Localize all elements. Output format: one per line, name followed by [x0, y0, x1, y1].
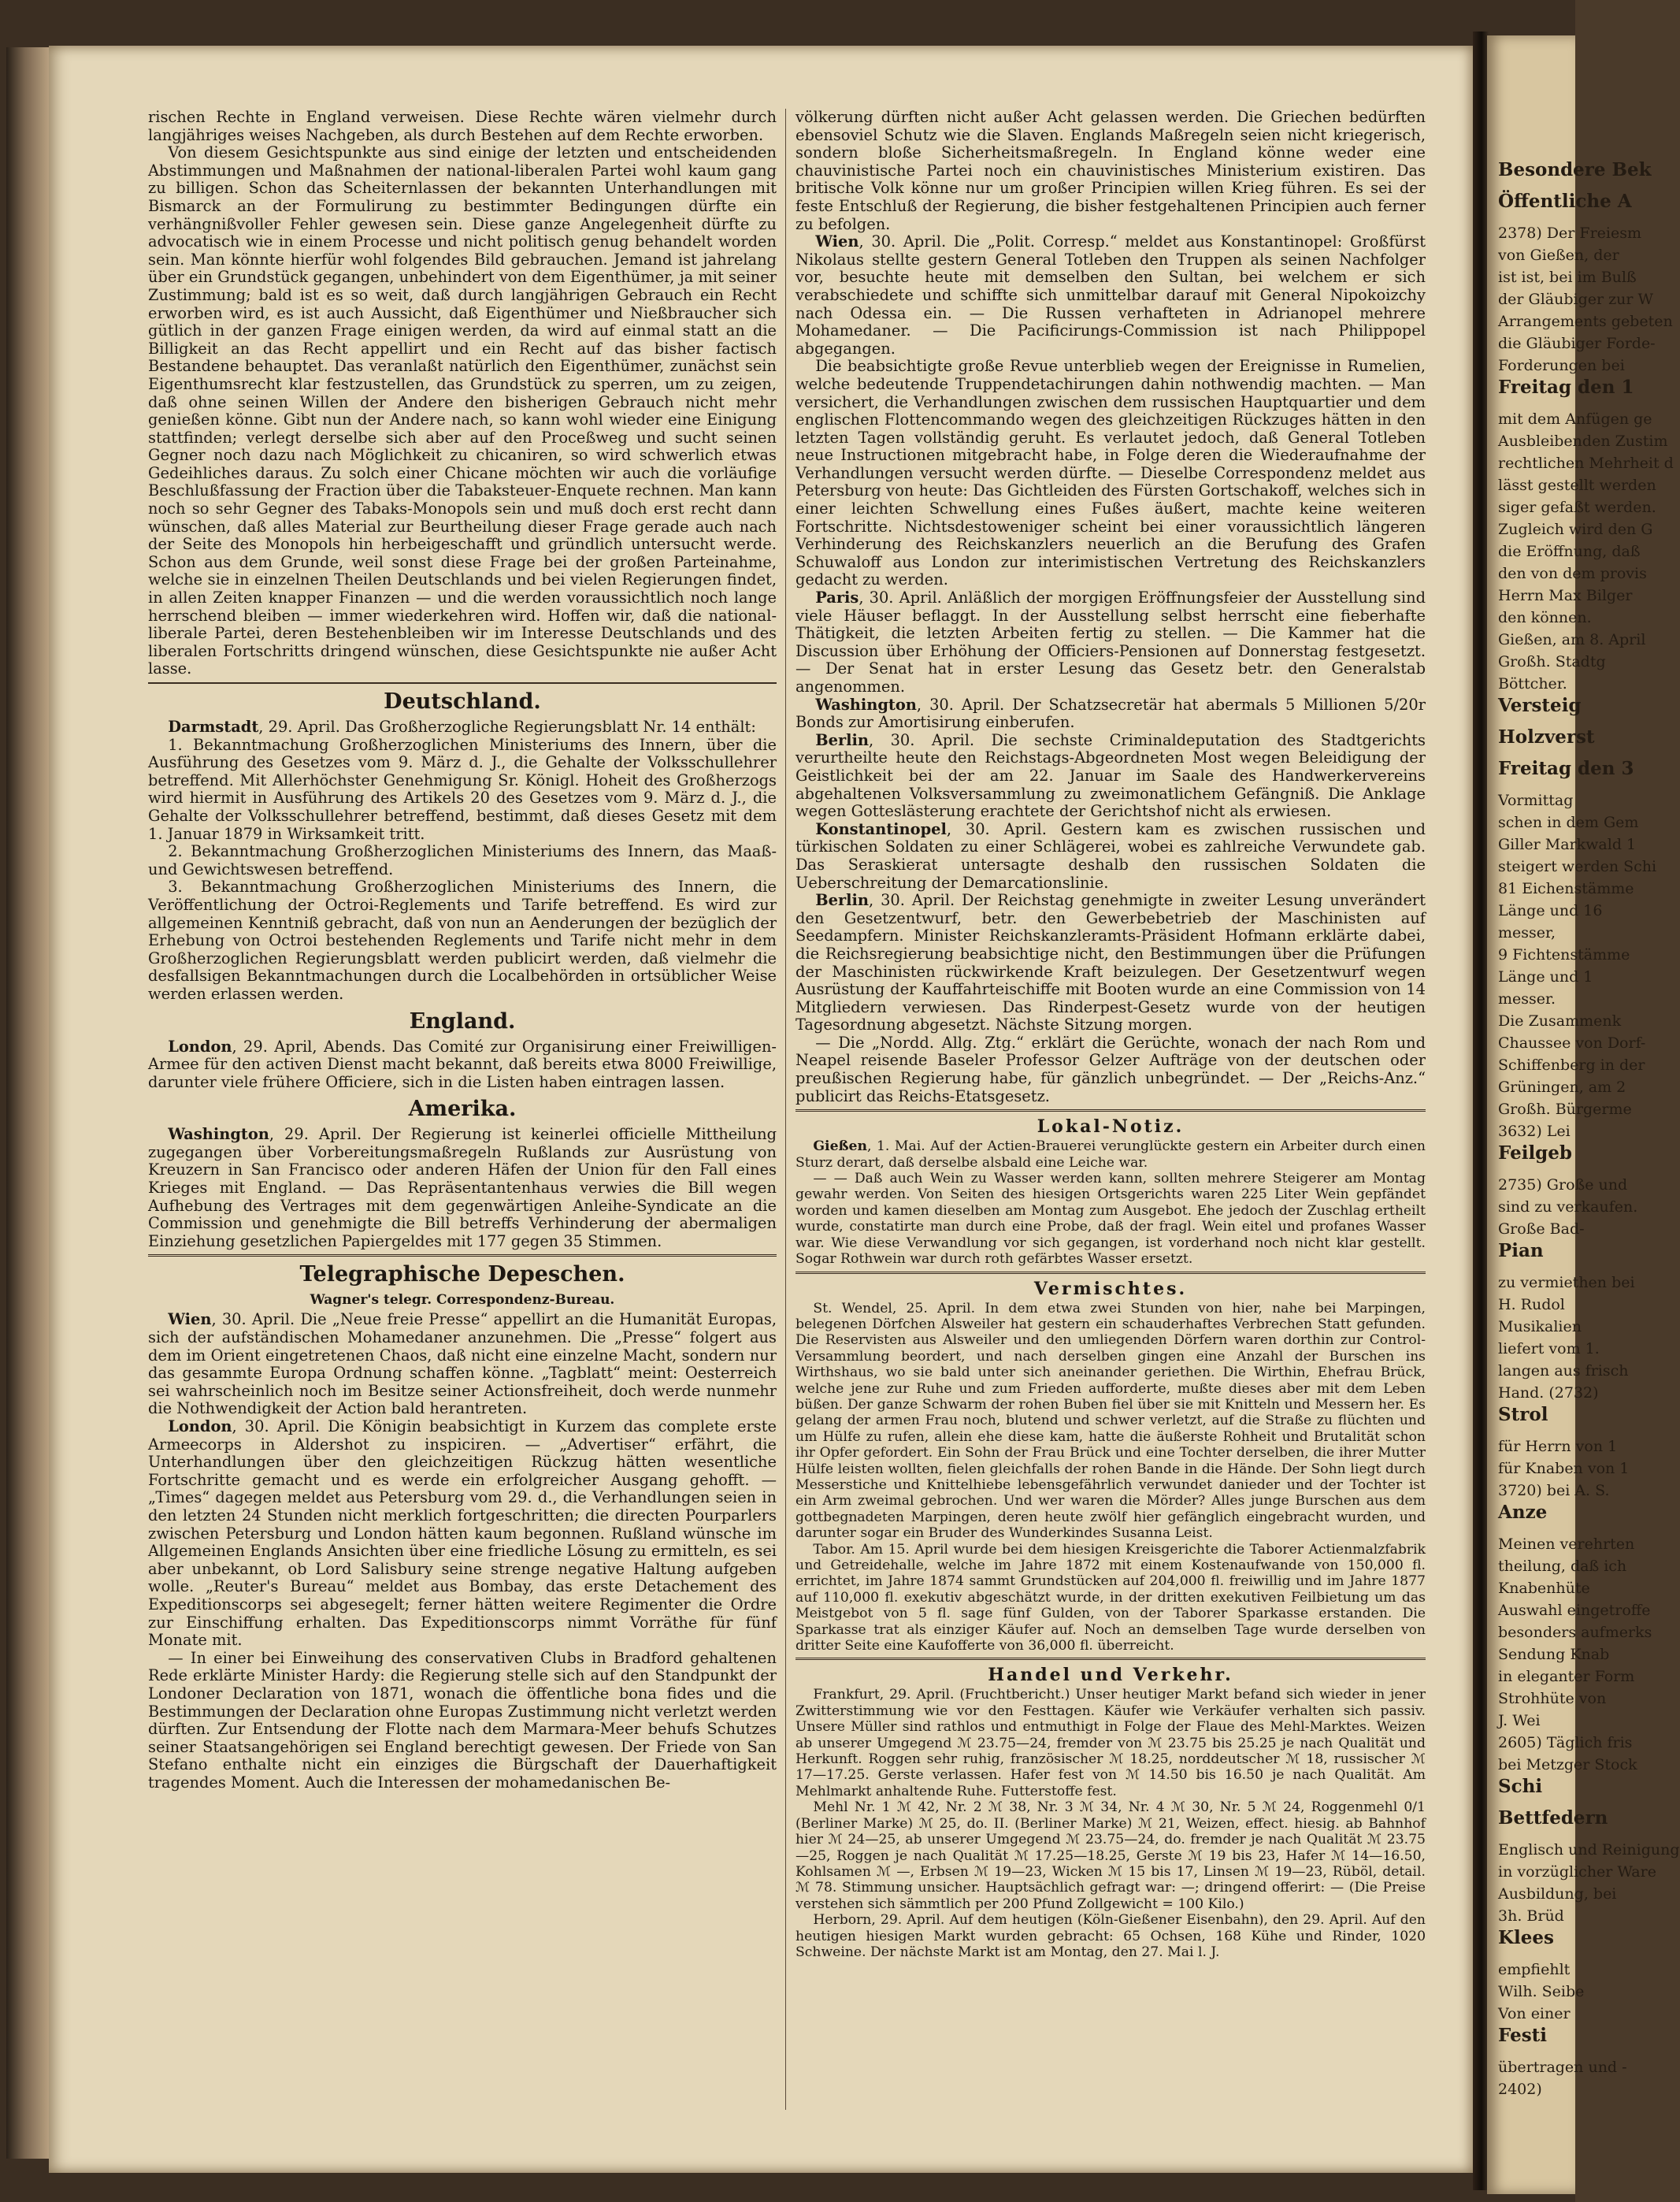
next-page-fragment: Strol	[1498, 1404, 1548, 1425]
next-page-fragment: Chaussee von Dorf-	[1498, 1034, 1646, 1052]
dateline-london: London	[168, 1417, 232, 1435]
left-column	[148, 109, 777, 1792]
next-page-fragment: sind zu verkaufen.	[1498, 1198, 1638, 1216]
heading-lokal-notiz: Lokal-Notiz.	[1037, 1116, 1185, 1138]
dispatch-text: , 30. April. Die „Polit. Corresp.“ meldet aus Konstantinopel: Großfürst Nikolaus stellte gestern General Totleben den Truppen als seinen Nachfolger vor, besuchte heute mit demselben den Sultan, bei welchem er sich verabschiedete und schiffte sich unmittelbar darauf mit General Nipokoizchy nach Odessa ein. — Die Russen verhafteten in Adrianopel mehrere Mohamedaner. — Die Pacificirungs-Commission ist nach Philippopel abgegangen.	[795, 232, 1426, 358]
next-page-fragment: Arrangements gebeten	[1498, 313, 1673, 330]
next-page-fragment: Musikalien	[1498, 1318, 1582, 1335]
next-page-fragment: Wilh. Seibe	[1498, 1983, 1585, 2000]
next-page-fragment: Böttcher.	[1498, 675, 1567, 693]
dispatch-text: , 30. April. Anläßlich der morgigen Eröffnungsfeier der Ausstellung sind viele Häuser beflaggt. In der Ausstellung selbst herrscht eine fieberhafte Thätigkeit, die letzten Arbeiten fertig zu stellen. — Die Kammer hat die Discussion über Erhöhung der Officiers-Pensionen auf Donnerstag festgesetzt. — Der Senat hat in erster Lesung das Gesetz betr. den Generalstab angenommen.	[795, 589, 1426, 696]
next-page-fragment: in vorzüglicher Ware	[1498, 1863, 1656, 1881]
heading-amerika: Amerika.	[408, 1097, 517, 1122]
next-page-fragment: Knabenhüte	[1498, 1580, 1590, 1597]
next-page-fragment: Sendung Knab	[1498, 1646, 1610, 1663]
next-page-fragment: von Gießen, der	[1498, 247, 1619, 264]
next-page-fragment: Hand. (2732)	[1498, 1384, 1599, 1402]
next-page-fragment: langen aus frisch	[1498, 1362, 1629, 1379]
heading-telegraphische-depeschen: Telegraphische Depeschen.	[299, 1262, 625, 1287]
dateline-london: London	[168, 1037, 232, 1056]
handel-item: Mehl Nr. 1 ℳ 42, Nr. 2 ℳ 38, Nr. 3 ℳ 34, Nr. 4 ℳ 30, Nr. 5 ℳ 24, Roggenmehl 0/1 (Berliner Marke) ℳ 25, do. II. (Berliner Marke) ℳ 21, Weizen, effect. hiesig. ab Bahnhof hier ℳ 24—25, ab unserer Umgegend ℳ 23.75—24, do. fremder je nach Qualität ℳ 23.75—25, Roggen je nach Qualität ℳ 17.25—18.25, Gerste ℳ 19 bis 23, Hafer ℳ 14—16.50, Kohlsamen ℳ —, Erbsen ℳ 19—23, Wicken ℳ 15 bis 17, Linsen ℳ 19—23, Rüböl, detail. ℳ 78. Stimmung unsicher. Hauptsächlich gefragt war: —; dringend offerirt: — (Die Preise verstehen sich sämmtlich per 200 Pfund Zollgewicht = 100 Kilo.)	[795, 1799, 1426, 1912]
next-page-fragment: ist ist, bei im Bulß	[1498, 269, 1637, 286]
next-page-fragment: für Herrn von 1	[1498, 1438, 1618, 1455]
next-page-fragment: Englisch und Reinigung	[1498, 1841, 1680, 1859]
next-page-fragment: 3720) bei A. S.	[1498, 1482, 1610, 1499]
next-page-fragment: siger gefaßt werden.	[1498, 499, 1656, 516]
next-page-fragment: Anze	[1498, 1502, 1548, 1523]
next-page-fragment: empfiehlt	[1498, 1961, 1571, 1978]
dateline-washington: Washington	[168, 1125, 269, 1144]
next-page-fragment: Bettfedern	[1498, 1807, 1608, 1829]
next-page-fragment: Herrn Max Bilger	[1498, 587, 1633, 604]
next-page-fragment: Länge und 1	[1498, 968, 1593, 986]
next-page-fragment: die Gläubiger Forde-	[1498, 335, 1656, 352]
dateline-konstantinopel: Konstantinopel	[815, 819, 947, 838]
section-rule	[795, 1109, 1426, 1112]
next-page-fragment: Klees	[1498, 1927, 1554, 1948]
dateline-berlin: Berlin	[815, 730, 869, 749]
next-page-fragment: Großh. Stadtg	[1498, 653, 1606, 670]
lokal-text-2: — — Daß auch Wein zu Wasser werden kann, sollten mehrere Steigerer am Montag gewahr werden. Von Seiten des hiesigen Ortsgerichts waren 225 Liter Wein gepfändet worden und kamen dieselben am Montag zum Ausgebot. Ehe jedoch der Zuschlag ertheilt wurde, constatirte man durch eine Probe, daß der fragl. Wein eitel und profanes Wasser war. Wie diese Verwandlung vor sich gegangen, ist vorderhand noch nicht klar gestellt. Sogar Rothwein war durch roth gefärbtes Wasser ersetzt.	[795, 1171, 1426, 1268]
next-page-fragment: lässt gestellt werden	[1498, 477, 1656, 494]
next-page-fragment: 9 Fichtenstämme	[1498, 946, 1630, 964]
next-page-fragment: Feilgeb	[1498, 1142, 1572, 1164]
book-spine	[1473, 32, 1489, 2190]
next-page-fragment: Festi	[1498, 2025, 1548, 2046]
next-page-fragment: Großh. Bürgerme	[1498, 1101, 1632, 1118]
next-page-fragment: Versteig	[1498, 695, 1582, 716]
next-page-fragment: theilung, daß ich	[1498, 1558, 1627, 1575]
next-page-fragment: Auswahl eingetroffe	[1498, 1602, 1651, 1619]
next-page-fragment: den von dem provis	[1498, 565, 1647, 582]
next-page-fragment: Pian	[1498, 1240, 1544, 1261]
next-page-fragment: Holzverst	[1498, 726, 1595, 748]
handel-item: Herborn, 29. April. Auf dem heutigen (Köln-Gießener Eisenbahn), den 29. April. Auf den heutigen hiesigen Markt wurden gebracht: 65 Ochsen, 168 Kühe und Rinder, 1020 Schweine. Der nächste Markt ist am Montag, den 27. Mai l. J.	[795, 1912, 1426, 1960]
next-page-fragment: 2605) Täglich fris	[1498, 1734, 1633, 1751]
lokal-text: , 1. Mai. Auf der Actien-Brauerei verunglückte gestern ein Arbeiter durch einen Sturz derart, daß derselbe alsbald eine Leiche war.	[795, 1138, 1426, 1171]
subheading-correspondenz-bureau: Wagner's telegr. Correspondenz-Bureau.	[310, 1292, 615, 1309]
dateline-wien: Wien	[815, 232, 859, 251]
dispatch-text: , 30. April. Die sechste Criminaldeputation des Stadtgerichts verurtheilte heute den Reichstags-Abgeordneten Most wegen Beleidigung der Geistlichkeit bei der am 22. Januar im Saale des Handwerkervereins abgehaltenen Volksversammlung zu zweimonatlichem Gefängniß. Die Anklage wegen Gotteslästerung erachtete der Gerichtshof nicht als erwiesen.	[795, 730, 1426, 821]
next-page-fragment: 81 Eichenstämme	[1498, 880, 1634, 897]
next-page-fragment: messer,	[1498, 924, 1556, 941]
next-page-fragment: für Knaben von 1	[1498, 1460, 1630, 1477]
dateline-wien: Wien	[168, 1310, 212, 1329]
telegram-text: , 30. April. Die Königin beabsichtigt in Kurzem das complete erste Armeecorps in Aldershot zu inspiciren. — „Advertiser“ erfährt, die Unterhandlungen über den gleichzeitigen Rückzug hätten wesentliche Fortschritte gemacht und es werde ein erfolgreicher Ausgang gehofft. — „Times“ dagegen meldet aus Petersburg vom 29. d., die Verhandlungen seien in den letzten 24 Stunden nicht merklich fortgeschritten; die directen Pourparlers zwischen Petersburg und London hätten kaum begonnen. Rußland wünsche im Allgemeinen Englands Ansichten über eine friedliche Lösung zu ermitteln, es sei aber unbekannt, ob Lord Salisbury seine strenge negative Haltung aufgeben wolle. „Reuter's Bureau“ meldet aus Bombay, das erste Detachement des Expeditionscorps sei abgesegelt; ferner hätten weitere Regimenter die Ordre zur Einschiffung erhalten. Das Expeditionscorps nimmt Vorräthe für fünf Monate mit.	[148, 1417, 777, 1650]
heading-england: England.	[409, 1008, 516, 1034]
next-page-fragment: Forderungen bei	[1498, 357, 1625, 374]
next-page-fragment: 3h. Brüd	[1498, 1907, 1564, 1925]
next-page-fragment: Die Zusammenk	[1498, 1012, 1622, 1030]
heading-deutschland: Deutschland.	[384, 689, 541, 714]
next-page-fragment: Zugleich wird den G	[1498, 521, 1653, 538]
darmstadt-lead: , 29. April. Das Großherzogliche Regierungsblatt Nr. 14 enthält:	[258, 718, 756, 736]
next-page-fragment: H. Rudol	[1498, 1296, 1565, 1313]
dispatch-text: , 30. April. Gestern kam es zwischen russischen und türkischen Soldaten zu einer Schlägerei, wobei es zahlreiche Verwundete gab. Das Seraskierat untersagte deshalb den russischen Soldaten die Ueberschreitung der Demarcationslinie.	[795, 819, 1426, 892]
intro-paragraph-1: rischen Rechte in England verweisen. Diese Rechte wären vielmehr durch langjähriges weises Nachgeben, als durch Bestehen auf dem Rechte erworben.	[148, 108, 777, 144]
vermischtes-item: Tabor. Am 15. April wurde bei dem hiesigen Kreisgerichte die Taborer Actienmalzfabrik und Getreidehalle, welche im Jahre 1872 mit einem Kostenaufwande von 150,000 fl. errichtet, im Jahre 1874 sammt Grundstücken auf 204,000 fl. freiwillig und im Jahre 1877 auf 110,000 fl. exekutiv abgeschätzt wurde, in der dritten exekutiven Feilbietung um das Meistgebot von 5 fl. sage fünf Gulden, von der Taborer Sparkasse erstanden. Die Sparkasse trat als einziger Käufer auf. Noch an demselben Tage wurde derselben von dritter Seite eine Kaufofferte von 36,000 fl. überreicht.	[795, 1541, 1426, 1654]
book-left-edge	[6, 47, 54, 2159]
dateline-giessen: Gießen	[813, 1138, 867, 1155]
amerika-text: , 29. April. Der Regierung ist keinerlei officielle Mittheilung zugegangen über Vorbereitungsmaßregeln Rußlands zur Ausrüstung von Kreuzern in San Francisco oder anderen Häfen der Union für den Fall eines Krieges mit England. — Das Repräsentantenhaus verwies die Bill wegen Aufhebung des Vertrages mit dem gegenwärtigen Anleihe-Syndicate an die Commission und genehmigte die Bill betreffs Verhinderung der abermaligen Einziehung gesetzlichen Papiergeldes mit 177 gegen 35 Stimmen.	[148, 1125, 777, 1250]
next-page-fragment: 2378) Der Freiesm	[1498, 225, 1642, 242]
dateline-darmstadt: Darmstadt	[168, 718, 259, 736]
darmstadt-item-3: 3. Bekanntmachung Großherzoglichen Ministeriums des Innern, die Veröffentlichung der Octroi-Reglements und Tarife betreffend. Es wird zur allgemeinen Kenntniß gebracht, daß von nun an Aenderungen der bezüglich der Erhebung von Octroi bestehenden Reglements und Tarife nicht mehr in dem Großherzoglichen Regierungsblatt werden publicirt werden, daß vielmehr die desfallsigen Bekanntmachungen durch die Localbehörden in ortsüblicher Weise werden erlassen werden.	[148, 878, 777, 1003]
next-page-fragment: Öffentliche A	[1498, 191, 1632, 212]
vermischtes-item: St. Wendel, 25. April. In dem etwa zwei Stunden von hier, nahe bei Marpingen, belegenen Dörfchen Alsweiler hat gestern ein schauderhaftes Verbrechen Statt gefunden. Die Reservisten aus Alsweiler und den umliegenden Dörfern waren dorthin zur Control-Versammlung beordert, und nach derselben gingen eine Anzahl der Burschen ins Wirthshaus, wo sie bald unter sich aneinander geriethen. Die Wirthin, Ehefrau Brück, welche jene zur Ruhe und zum Frieden aufforderte, mußte dieses aber mit dem Leben büßen. Der ganze Schwarm der rohen Buben fiel über sie mit Knitteln und Messern her. Es gelang der armen Frau noch, blutend und schwer verletzt, auf die Straße zu flüchten und um Hülfe zu rufen, allein ehe diese kam, hatte die äußerste Rohheit und Brutalität schon ihr Opfer gefordert. Ein Sohn der Frau Brück und eine Tochter derselben, die ihrer Mutter Hülfe leisten wollten, fielen gleichfalls der rohen Bande in die Hände. Der Sohn liegt durch Messerstiche und Knittelhiebe lebensgefährlich verwundet danieder und der Tochter ist ein Arm zweimal gebrochen. Und wer waren die Mörder? Alles junge Burschen aus dem gottbegnadeten Marpingen, deren heute zwölf hier gefänglich eingebracht wurden, und darunter sogar ein Bruder des Wunderkindes Susanna Leist.	[795, 1300, 1426, 1542]
heading-handel-und-verkehr: Handel und Verkehr.	[988, 1665, 1233, 1686]
next-page-fragment: die Eröffnung, daß	[1498, 543, 1641, 560]
next-page-fragment: steigert werden Schi	[1498, 858, 1657, 875]
next-page-fragment: Grüningen, am 2	[1498, 1079, 1626, 1096]
next-page-fragment: Große Bad-	[1498, 1220, 1585, 1238]
next-page-fragment: Von einer	[1498, 2005, 1571, 2022]
section-rule	[795, 1272, 1426, 1274]
darmstadt-item-2: 2. Bekanntmachung Großherzoglichen Ministeriums des Innern, das Maaß- und Gewichtswesen betreffend.	[148, 842, 777, 878]
next-page-fragment: besonders aufmerks	[1498, 1624, 1652, 1641]
next-page-fragment: Besondere Bek	[1498, 159, 1652, 180]
handel-item: Frankfurt, 29. April. (Fruchtbericht.) Unser heutiger Markt befand sich wieder in jener Zwitterstimmung wie vor den Festtagen. Käufer wie Verkäufer verhalten sich passiv. Unsere Müller sind rathlos und entmuthigt in Folge der Flaue des Mehl-Marktes. Weizen ab unserer Umgegend ℳ 23.75—24, fremder von ℳ 23.75 bis 25.25 je nach Qualität und Herkunft. Roggen sehr ruhig, französischer ℳ 18.25, norddeutscher ℳ 18, russischer ℳ 17—17.25. Gerste verlassen. Hafer fest von ℳ 14.50 bis 16.50 je nach Qualität. Am Mehlmarkt anhaltende Ruhe. Futterstoffe fest.	[795, 1687, 1426, 1799]
section-rule	[148, 682, 777, 684]
next-page-fragment: Freitag den 1	[1498, 377, 1634, 398]
next-page-fragment: rechtlichen Mehrheit d	[1498, 455, 1674, 472]
next-page-fragment: messer.	[1498, 990, 1556, 1008]
continuation-paragraph: völkerung dürften nicht außer Acht gelassen werden. Die Griechen bedürften ebensoviel Schutz wie die Slaven. Englands Maßregeln seien nicht kriegerisch, sondern bloße Sicherheitsmaßregeln. In England könne weder eine chauvinistische Partei noch ein chauvinistisches Ministerium existiren. Das britische Volk könne nur um großer Principien willen Krieg führen. Es sei der feste Entschluß der Regierung, die bisher festgehaltenen Principien auch ferner zu befolgen.	[795, 108, 1426, 233]
next-page-fragment: bei Metzger Stock	[1498, 1756, 1637, 1773]
next-page-fragment: J. Wei	[1498, 1712, 1541, 1729]
right-column	[795, 109, 1426, 1960]
intro-paragraph-2: Von diesem Gesichtspunkte aus sind einige der letzten und entscheidenden Abstimmungen und Maßnahmen der national-liberalen Partei wohl kaum gang zu billigen. Schon das Scheiternlassen der bekannten Unterhandlungen mit Bismarck an der Formulirung zu bestimmter Bedingungen dürfte ein verhängnißvoller Fehler gewesen sein. Diese ganze Angelegenheit dürfte zu advocatisch wie in einem Processe und nicht politisch genug behandelt worden sein. Man könnte hierfür wohl folgendes Bild gebrauchen. Jemand ist jahrelang über ein Grundstück gegangen, unbehindert von dem Eigenthümer, ja mit seiner Zustimmung; bald ist es so weit, daß durch langjährigen Gebrauch ein Recht erworben wird, es ist auch Aussicht, daß Eigenthümer und Nießbraucher sich gütlich in der ganzen Frage einigen werden, da wird auf einmal statt an die Billigkeit an das Recht appellirt und ein Recht auf das bisher factisch Bestandene behauptet. Das veranlaßt natürlich den Eigenthümer, zunächst sein Eigenthumsrecht klar festzustellen, das Grundstück zu sperren, um zu zeigen, daß ohne seinen Willen der Andere den bisherigen Gebrauch nicht mehr genießen könne. Gibt nun der Andere nach, so kann wohl wieder eine Einigung stattfinden; verlegt derselbe sich aber auf den Proceßweg und sucht seinen Gegner noch dazu nach Möglichkeit zu chicaniren, so wird schwerlich etwas Gedeihliches daraus. Zu solch einer Chicane möchten wir auch die vorläufige Beschlußfassung der Fraction über die Tabaksteuer-Enquete rechnen. Man kann noch so sehr Gegner des Tabaks-Monopols sein und muß doch erst recht dann wünschen, daß alles Material zur Beurtheilung dieser Frage gerade auch nach der Seite des Monopols hin herbeigeschafft und gründlich untersucht werde. Schon aus dem Grunde, weil sonst diese Frage bei der großen Parteinahme, welche sie in einzelnen Theilen Deutschlands und bei vielen Regierungen findet, in allen Zeiten knapper Finanzen — und die werden voraussichtlich noch lange herrschend bleiben — immer wiederkehren wird. Hoffen wir, daß die national-liberale Partei, deren Bestehenbleiben wir im Interesse Deutschlands und des liberalen Fortschritts dringend wünschen, diese Gesichtspunkte nie außer Acht lasse.	[148, 143, 777, 678]
next-page-fragment: Vormittag	[1498, 792, 1574, 809]
telegram-text: — In einer bei Einweihung des conservativen Clubs in Bradford gehaltenen Rede erklärte Minister Hardy: die Regierung stelle sich auf den Standpunkt der Londoner Declaration von 1871, wonach die öffentliche bona fides und die Bestimmungen der Declaration ohne Europas Zustimmung nicht verletzt werden dürften. Zur Entsendung der Flotte nach dem Marmara-Meer behufs Schutzes seiner Staatsangehörigen sei England berechtigt gewesen. Der Friede von San Stefano enthalte nicht ein einziges die Bürgschaft der Dauerhaftigkeit tragendes Moment. Auch die Interessen der mohamedanischen Be-	[148, 1648, 777, 1792]
next-page-fragment: den können.	[1498, 609, 1592, 626]
next-page-fragment: mit dem Anfügen ge	[1498, 410, 1652, 428]
next-page-fragment: 2735) Große und	[1498, 1176, 1628, 1194]
darmstadt-item-1: 1. Bekanntmachung Großherzoglichen Ministeriums des Innern, über die Ausführung des Gesetzes vom 9. März d. J., die Gehalte der Volksschullehrer betreffend. Mit Allerhöchster Genehmigung Sr. Königl. Hoheit des Großherzogs wird hiermit in Ausführung des Artikels 20 des Gesetzes vom 9. März d. J., die Gehalte der Volksschullehrer betreffend, bestimmt, daß dieses Gesetz mit dem 1. Januar 1879 in Wirksamkeit tritt.	[148, 735, 777, 843]
next-page-fragment: 2402)	[1498, 2081, 1542, 2098]
next-page-fragment: Freitag den 3	[1498, 758, 1634, 779]
dateline-paris: Paris	[815, 589, 859, 607]
next-page-fragment: Gießen, am 8. April	[1498, 631, 1646, 648]
next-page-fragment: schen in dem Gem	[1498, 814, 1639, 831]
next-page-fragment: Ausbildung, bei	[1498, 1885, 1617, 1903]
column-divider	[785, 109, 786, 2110]
section-rule	[795, 1658, 1426, 1660]
next-page-strip	[1487, 35, 1680, 2194]
next-page-fragment: Länge und 16	[1498, 902, 1603, 919]
section-rule	[148, 1254, 777, 1257]
dateline-washington: Washington	[815, 695, 917, 714]
dispatch-text: , 30. April. Der Schatzsecretär hat abermals 5 Millionen 5/20r Bonds zur Amortisirung einberufen.	[795, 695, 1426, 732]
dispatch-text: — Die „Nordd. Allg. Ztg.“ erklärt die Gerüchte, wonach der nach Rom und Neapel reisende Baseler Professor Gelzer Aufträge von der deutschen oder preußischen Regierung habe, für gänzlich unbegründet. — Der „Reichs-Anz.“ publicirt das Reichs-Etatsgesetz.	[795, 1033, 1426, 1105]
england-text: , 29. April, Abends. Das Comité zur Organisirung einer Freiwilligen-Armee für den activen Dienst macht bekannt, daß bereits etwa 8000 Freiwillige, darunter viele frühere Officiere, sich in die Listen haben eintragen lassen.	[148, 1037, 777, 1091]
next-page-fragment: liefert vom 1.	[1498, 1340, 1600, 1357]
next-page-fragment: übertragen und -	[1498, 2059, 1627, 2076]
heading-vermischtes: Vermischtes.	[1033, 1278, 1188, 1299]
next-page-fragment: Schiffenberg in der	[1498, 1056, 1645, 1074]
next-page-fragment: Strohhüte von	[1498, 1690, 1607, 1707]
dateline-berlin: Berlin	[815, 891, 869, 910]
next-page-fragment: 3632) Lei	[1498, 1123, 1571, 1140]
next-page-fragment: Meinen verehrten	[1498, 1535, 1635, 1553]
next-page-fragment: Ausbleibenden Zustim	[1498, 433, 1668, 450]
next-page-fragment: zu vermiethen bei	[1498, 1274, 1635, 1291]
telegram-text: , 30. April. Die „Neue freie Presse“ appellirt an die Humanität Europas, sich der aufständischen Mohamedaner anzunehmen. Die „Presse“ folgert aus dem im Orient eingetretenen Chaos, daß nicht eine einzelne Macht, sondern nur das gesammte Europa Ordnung schaffen könne. „Tagblatt“ meint: Oesterreich sei wahrscheinlich noch im Besitze seiner Actionsfreiheit, doch werde nunmehr die Nothwendigkeit der Action bald herantreten.	[148, 1310, 777, 1418]
dispatch-text: , 30. April. Der Reichstag genehmigte in zweiter Lesung unverändert den Gesetzentwurf, betr. den Gewerbebetrieb der Maschinisten auf Seedampfern. Minister Reichskanzleramts-Präsident Hofmann erklärte dabei, die Reichsregierung beabsichtige nicht, den Bestimmungen über die Prüfungen der Maschinisten rückwirkende Kraft beizulegen. Der Gesetzentwurf wegen Ausrüstung der Kauffahrteischiffe mit Booten wurde an eine Commission von 14 Mitgliedern verwiesen. Das Rinderpest-Gesetz wurde von der heutigen Tagesordnung abgesetzt. Nächste Sitzung morgen.	[795, 891, 1426, 1034]
next-page-fragment: Schi	[1498, 1776, 1543, 1797]
dispatch-text: Die beabsichtigte große Revue unterblieb wegen der Ereignisse in Rumelien, welche bedeutende Truppendetachirungen dahin nothwendig machten. — Man versichert, die Verhandlungen zwischen dem russischen Hauptquartier und dem englischen Flottencommando wegen des gleichzeitigen Rückzuges hätten in den letzten Tagen vollständig geruht. Es verlautet jedoch, daß General Totleben neue Instructionen mitgebracht habe, in Folge deren die Wiederaufnahme der Verhandlungen versucht werden dürfte. — Dieselbe Correspondenz meldet aus Petersburg von heute: Das Gichtleiden des Fürsten Gortschakoff, welches sich in einer leichten Schwellung eines Fußes äußert, machte keine weiteren Fortschritte. Nichtsdestoweniger scheint bei einer voraussichtlich längeren Verhinderung des Reichskanzlers neuerlich an die Berufung des Grafen Schuwaloff aus London zur interimistischen Vertretung des Reichskanzlers gedacht zu werden.	[795, 357, 1426, 589]
next-page-fragment: der Gläubiger zur W	[1498, 291, 1654, 308]
next-page-fragment: in eleganter Form	[1498, 1668, 1635, 1685]
next-page-fragment: Giller Markwald 1	[1498, 836, 1637, 853]
